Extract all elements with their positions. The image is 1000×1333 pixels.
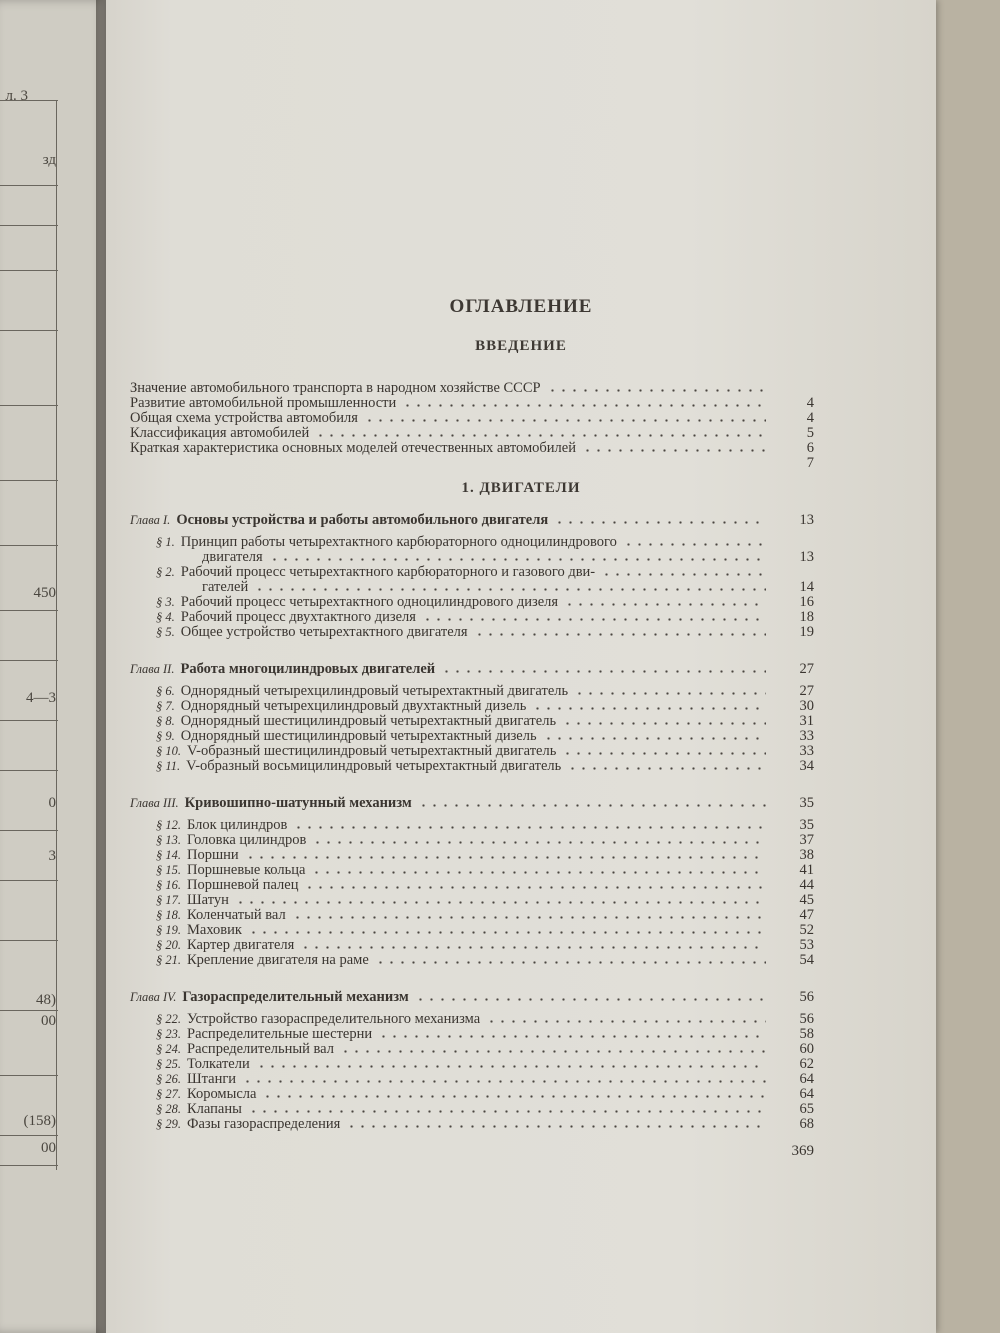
section-number: § 4.: [156, 610, 175, 624]
entry-title: Маховик: [187, 922, 242, 938]
left-page-fragment: (158): [23, 1113, 56, 1129]
entry-page-number: 64: [799, 1071, 814, 1087]
entry-page-number: 60: [799, 1041, 814, 1057]
left-page-rule: [0, 830, 58, 831]
section-entry: [156, 624, 468, 640]
dot-leader: [300, 946, 766, 949]
entry-title: Принцип работы четырехтактного карбюраторного одноцилиндрового: [180, 534, 617, 550]
section-entry: [156, 1011, 480, 1027]
entry-page-number: 64: [799, 1086, 814, 1102]
left-page-rule: [0, 225, 58, 226]
dot-leader: [441, 670, 766, 673]
section-number: § 27.: [156, 1087, 181, 1101]
dot-leader: [486, 1020, 766, 1023]
entry-page-number: 18: [799, 609, 814, 625]
section-number: § 21.: [156, 953, 181, 967]
section-number: § 7.: [156, 699, 175, 713]
dot-leader: [567, 767, 766, 770]
entry-page-number: 33: [799, 728, 814, 744]
intro-entry: [130, 410, 358, 426]
dot-leader: [415, 998, 766, 1001]
dot-leader: [293, 826, 766, 829]
entry-page-number: 35: [799, 795, 814, 811]
section-number: § 14.: [156, 848, 181, 862]
entry-title: Толкатели: [187, 1056, 250, 1072]
dot-leader: [312, 841, 766, 844]
section-number: § 10.: [156, 744, 181, 758]
entry-title: V-образный шестицилиндровый четырехтактный двигатель: [187, 743, 557, 759]
entry-page-number: 16: [799, 594, 814, 610]
dot-leader: [311, 871, 766, 874]
dot-leader: [554, 521, 766, 524]
entry-title: Краткая характеристика основных моделей отечественных автомобилей: [130, 440, 576, 456]
entry-page-number: 14: [799, 579, 814, 595]
left-page-rule: [0, 1135, 58, 1136]
entry-title: Однорядный шестицилиндровый четырехтактный дизель: [180, 728, 537, 744]
dot-leader: [422, 618, 766, 621]
dot-leader: [623, 543, 766, 546]
section-number: § 9.: [156, 729, 175, 743]
section-entry: [156, 832, 306, 848]
section-entry: [156, 862, 305, 878]
left-page-rule: [0, 610, 58, 611]
section-entry: [156, 922, 242, 938]
entry-page-number: 41: [799, 862, 814, 878]
entry-page-number: 27: [799, 661, 814, 677]
section-number: § 18.: [156, 908, 181, 922]
section-number: § 22.: [156, 1012, 181, 1026]
section-number: § 24.: [156, 1042, 181, 1056]
entry-page-number: 19: [799, 624, 814, 640]
dot-leader: [248, 1110, 766, 1113]
entry-page-number: 47: [799, 907, 814, 923]
dot-leader: [582, 449, 766, 452]
left-page-fragment: 3: [48, 848, 56, 864]
left-page-rule: [0, 1165, 58, 1166]
section-entry: [156, 728, 537, 744]
left-page-fragment: 00: [41, 1013, 56, 1029]
intro-heading: ВВЕДЕНИЕ: [475, 338, 567, 354]
section-entry: [156, 1056, 250, 1072]
section-number: § 1.: [156, 535, 175, 549]
section-entry: [156, 698, 526, 714]
entry-page-number: 56: [799, 989, 814, 1005]
section-number: § 28.: [156, 1102, 181, 1116]
dot-leader: [292, 916, 766, 919]
entry-title: Однорядный четырехцилиндровый двухтактный дизель: [180, 698, 527, 714]
entry-title: Поршневые кольца: [187, 862, 306, 878]
entry-page-number: 65: [799, 1101, 814, 1117]
chapter-entry: [130, 795, 412, 811]
section-number: § 3.: [156, 595, 175, 609]
left-page-fragment: зд: [42, 152, 56, 168]
section-number: § 6.: [156, 684, 175, 698]
entry-title: Коленчатый вал: [187, 907, 286, 923]
entry-title: Общее устройство четырехтактного двигателя: [180, 624, 468, 640]
entry-title: Штанги: [187, 1071, 237, 1087]
page-number: 369: [791, 1143, 814, 1159]
entry-page-number: 54: [799, 952, 814, 968]
entry-title: гателей: [202, 579, 249, 595]
entry-title: Фазы газораспределения: [187, 1116, 341, 1132]
left-page-rule: [0, 770, 58, 771]
chapter-label: Глава II.: [130, 662, 175, 676]
entry-page-number: 38: [799, 847, 814, 863]
entry-page-number: 33: [799, 743, 814, 759]
dot-leader: [254, 588, 766, 591]
left-page-fragment: 450: [33, 585, 56, 601]
left-page-rule: [0, 720, 58, 721]
dot-leader: [474, 633, 766, 636]
section-entry: [156, 1086, 256, 1102]
section-entry: [156, 1071, 236, 1087]
dot-leader: [248, 931, 766, 934]
entry-page-number: 4: [806, 410, 814, 426]
entry-page-number: 13: [799, 549, 814, 565]
entry-page-number: 35: [799, 817, 814, 833]
chapter-title: Кривошипно-шатунный механизм: [184, 795, 412, 811]
left-page-rule: [0, 330, 58, 331]
section-entry: [156, 564, 595, 580]
chapter-entry: [130, 989, 409, 1005]
entry-page-number: 5: [806, 425, 814, 441]
dot-leader: [378, 1035, 766, 1038]
entry-title: Картер двигателя: [187, 937, 295, 953]
entry-page-number: 13: [799, 512, 814, 528]
left-page: [0, 0, 108, 1333]
dot-leader: [315, 434, 766, 437]
dot-leader: [562, 722, 766, 725]
dot-leader: [547, 389, 766, 392]
entry-title: Однорядный четырехцилиндровый четырехтактный двигатель: [180, 683, 569, 699]
entry-title: Шатун: [187, 892, 229, 908]
section-number: § 26.: [156, 1072, 181, 1086]
section-number: § 25.: [156, 1057, 181, 1071]
entry-title: Блок цилиндров: [187, 817, 288, 833]
section-entry: [156, 609, 416, 625]
entry-page-number: 56: [799, 1011, 814, 1027]
entry-page-number: 53: [799, 937, 814, 953]
section-number: § 19.: [156, 923, 181, 937]
dot-leader: [601, 573, 766, 576]
section-number: § 13.: [156, 833, 181, 847]
entry-page-number: 27: [799, 683, 814, 699]
dot-leader: [245, 856, 766, 859]
entry-page-number: 44: [799, 877, 814, 893]
dot-leader: [564, 603, 766, 606]
dot-leader: [532, 707, 766, 710]
chapter-entry: [130, 512, 548, 528]
entry-title: Развитие автомобильной промышленности: [130, 395, 397, 411]
left-page-rule: [0, 480, 58, 481]
entry-title: Поршневой палец: [187, 877, 299, 893]
entry-page-number: 7: [806, 455, 814, 471]
entry-page-number: 45: [799, 892, 814, 908]
dot-leader: [346, 1125, 766, 1128]
left-page-rule: [0, 1075, 58, 1076]
section-number: § 5.: [156, 625, 175, 639]
entry-page-number: 4: [806, 395, 814, 411]
section-entry: [202, 579, 248, 595]
chapter-label: Глава IV.: [130, 990, 177, 1004]
entry-title: Классификация автомобилей: [130, 425, 310, 441]
toc-page: [106, 0, 936, 1333]
dot-leader: [262, 1095, 766, 1098]
section-entry: [156, 907, 286, 923]
section-number: § 20.: [156, 938, 181, 952]
entry-page-number: 6: [806, 440, 814, 456]
dot-leader: [574, 692, 766, 695]
section-entry: [156, 758, 561, 774]
left-page-rule: [0, 545, 58, 546]
section-entry: [202, 549, 263, 565]
entry-title: Общая схема устройства автомобиля: [130, 410, 358, 426]
intro-entry: [130, 440, 576, 456]
entry-title: Головка цилиндров: [187, 832, 307, 848]
chapter-label: Глава III.: [130, 796, 179, 810]
section-number: § 23.: [156, 1027, 181, 1041]
entry-title: Распределительный вал: [187, 1041, 334, 1057]
entry-page-number: 31: [799, 713, 814, 729]
section-entry: [156, 1116, 340, 1132]
dot-leader: [256, 1065, 766, 1068]
intro-entry: [130, 380, 541, 396]
left-page-rule: [0, 880, 58, 881]
entry-title: Рабочий процесс четырехтактного карбюраторного и газового дви-: [180, 564, 596, 580]
section-entry: [156, 892, 229, 908]
entry-page-number: 30: [799, 698, 814, 714]
section-entry: [156, 743, 556, 759]
section-entry: [156, 594, 558, 610]
section-entry: [156, 713, 556, 729]
intro-entry: [130, 395, 396, 411]
section-number: § 17.: [156, 893, 181, 907]
section-number: § 8.: [156, 714, 175, 728]
dot-leader: [364, 419, 766, 422]
entry-page-number: 58: [799, 1026, 814, 1042]
section-entry: [156, 952, 369, 968]
left-page-rule: [0, 940, 58, 941]
entry-page-number: 68: [799, 1116, 814, 1132]
dot-leader: [269, 558, 766, 561]
section-number: § 12.: [156, 818, 181, 832]
chapter-title: Работа многоцилиндровых двигателей: [180, 661, 436, 677]
entry-title: двигателя: [202, 549, 263, 565]
entry-title: Коромысла: [187, 1086, 257, 1102]
dot-leader: [242, 1080, 766, 1083]
left-page-rule: [0, 270, 58, 271]
dot-leader: [375, 961, 766, 964]
dot-leader: [340, 1050, 766, 1053]
entry-page-number: 34: [799, 758, 814, 774]
entry-page-number: 62: [799, 1056, 814, 1072]
section-entry: [156, 847, 239, 863]
section-entry: [156, 534, 617, 550]
section-number: § 29.: [156, 1117, 181, 1131]
entry-title: Устройство газораспределительного механизма: [187, 1011, 481, 1027]
left-page-rule: [0, 1010, 58, 1011]
page-title: ОГЛАВЛЕНИЕ: [449, 296, 593, 317]
section-number: § 11.: [156, 759, 181, 773]
entry-title: Распределительные шестерни: [187, 1026, 373, 1042]
chapter-label: Глава I.: [130, 513, 171, 527]
left-page-fragment: 4—3: [26, 690, 56, 706]
section-entry: [156, 877, 298, 893]
entry-title: Клапаны: [187, 1101, 242, 1117]
section-number: § 15.: [156, 863, 181, 877]
left-page-rule: [0, 185, 58, 186]
left-page-rule: [0, 660, 58, 661]
entry-title: Крепление двигателя на раме: [187, 952, 369, 968]
section-number: § 16.: [156, 878, 181, 892]
part-heading: 1. ДВИГАТЕЛИ: [461, 480, 581, 496]
entry-title: Однорядный шестицилиндровый четырехтактный двигатель: [180, 713, 557, 729]
dot-leader: [235, 901, 766, 904]
dot-leader: [562, 752, 766, 755]
chapter-title: Основы устройства и работы автомобильного двигателя: [176, 512, 549, 528]
entry-page-number: 37: [799, 832, 814, 848]
entry-title: Значение автомобильного транспорта в народном хозяйстве СССР: [130, 380, 541, 396]
section-entry: [156, 1026, 372, 1042]
entry-title: V-образный восьмицилиндровый четырехтактный двигатель: [186, 758, 562, 774]
dot-leader: [543, 737, 766, 740]
dot-leader: [418, 804, 766, 807]
section-entry: [156, 683, 568, 699]
section-entry: [156, 1101, 242, 1117]
left-page-fragment: 48): [36, 992, 56, 1008]
entry-title: Рабочий процесс четырехтактного одноцилиндрового дизеля: [180, 594, 559, 610]
entry-title: Рабочий процесс двухтактного дизеля: [180, 609, 416, 625]
chapter-entry: [130, 661, 435, 677]
intro-entry: [130, 425, 309, 441]
section-entry: [156, 817, 287, 833]
entry-page-number: 52: [799, 922, 814, 938]
left-page-fragment: л. 3: [5, 88, 28, 104]
left-page-rule: [0, 405, 58, 406]
dot-leader: [304, 886, 766, 889]
section-entry: [156, 1041, 334, 1057]
section-entry: [156, 937, 294, 953]
entry-title: Поршни: [187, 847, 239, 863]
chapter-title: Газораспределительный механизм: [182, 989, 409, 1005]
left-page-fragment: 00: [41, 1140, 56, 1156]
section-number: § 2.: [156, 565, 175, 579]
dot-leader: [402, 404, 766, 407]
left-page-fragment: 0: [48, 795, 56, 811]
